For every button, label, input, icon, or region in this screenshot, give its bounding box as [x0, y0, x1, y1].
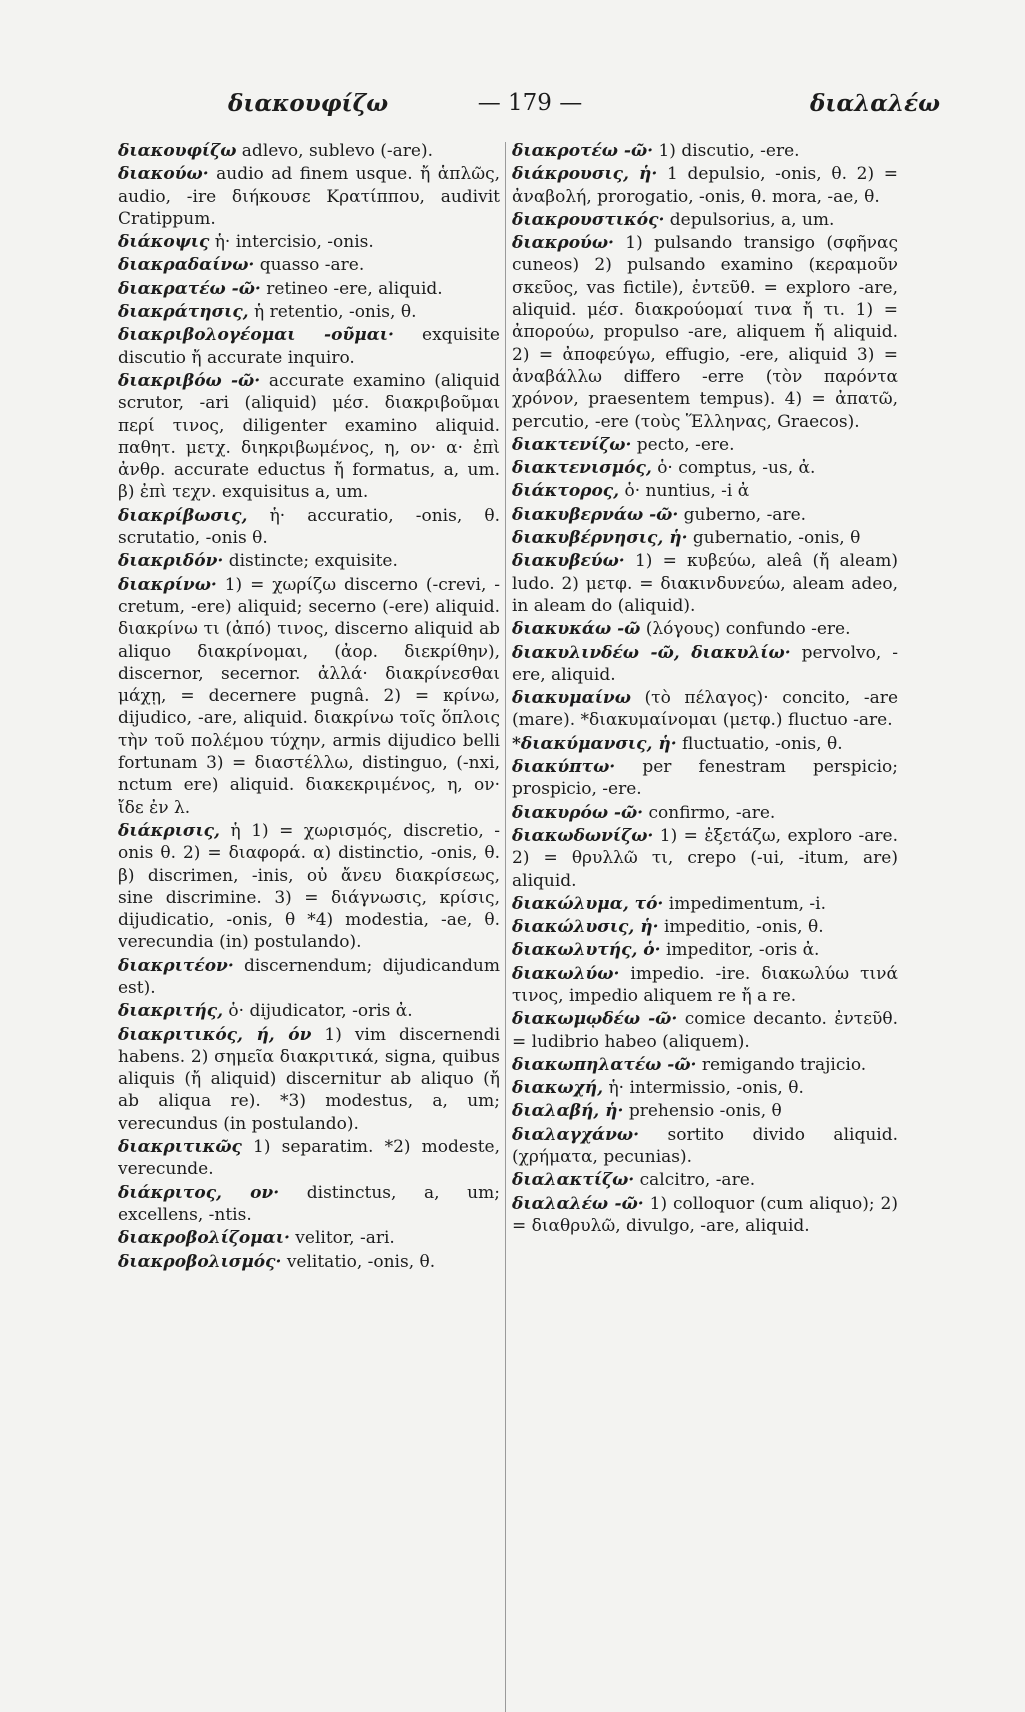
entry-definition: ἡ retentio, -onis, θ.	[254, 302, 417, 323]
entry-headword: διακύπτω·	[512, 757, 616, 778]
entry-headword: διακτενισμός,	[512, 458, 652, 479]
entry-headword: διακριτικῶς	[118, 1137, 242, 1158]
entry-headword: διακροβολίζομαι·	[118, 1228, 290, 1249]
entry-headword: διακώλυσις, ἡ·	[512, 917, 659, 938]
dictionary-entry	[512, 1193, 898, 1238]
entry-definition: 1) vim discernendi habens. 2) σημεῖα διακριτικά, signa, quibus aliquis (ἤ aliquid) discernitur ab aliquo (ἤ ab aliqua re). *3) modestus, a, um; verecundus (in postulando).	[118, 1024, 500, 1134]
dictionary-entry	[512, 1008, 898, 1053]
entry-headword: διακρουστικός·	[512, 209, 665, 230]
entry-definition: calcitro, -are.	[639, 1170, 756, 1191]
entry-headword: διακωχή,	[512, 1078, 604, 1099]
entry-headword: διάκριτος, ον·	[118, 1182, 280, 1203]
entry-headword: *διακύμανσις, ἡ·	[512, 733, 677, 754]
dictionary-entry	[512, 480, 898, 502]
entry-definition: ὁ· nuntius, -i ἀ	[624, 481, 750, 502]
dictionary-entry	[512, 550, 898, 617]
entry-definition: per fenestram perspicio; prospicio, -ere.	[512, 757, 898, 800]
entry-definition: pecto, -ere.	[636, 434, 735, 455]
entry-definition: distinctus, a, um; excellens, -ntis.	[118, 1182, 500, 1225]
entry-headword: διακραδαίνω·	[118, 255, 255, 276]
entry-headword: διακροβολισμός·	[118, 1251, 282, 1272]
entry-definition: prehensio -onis, θ	[628, 1101, 782, 1122]
dictionary-entry	[512, 642, 898, 687]
dictionary-entry	[512, 1169, 898, 1191]
entry-definition: depulsorius, a, um.	[669, 209, 835, 230]
page-number: — 179 —	[477, 90, 583, 116]
dictionary-entry	[512, 1077, 898, 1099]
dictionary-entry	[512, 916, 898, 938]
entry-definition: discernendum; dijudicandum est).	[118, 955, 500, 998]
dictionary-entry	[512, 232, 898, 433]
entry-headword: διακριτής,	[118, 1001, 223, 1022]
dictionary-entry	[512, 802, 898, 824]
header-last-headword: διαλαλέω	[809, 90, 940, 117]
entry-definition: ἡ 1) = χωρισμός, discretio, -onis θ. 2) = διαφορά. α) distinctio, -onis, θ. β) discrimen, -inis, οὐ ἄνευ διακρίσεως, sine discrimine. 3) = διάγνωσις, κρίσις, dijudicatio, -onis, θ *4) modestia, -ae, θ. verecundia (in) postulando).	[118, 820, 500, 953]
header-first-headword: διακουφίζω	[228, 90, 389, 117]
entry-headword: διακρίνω·	[118, 574, 217, 595]
dictionary-entry	[118, 1024, 500, 1135]
dictionary-entry	[512, 527, 898, 549]
entry-definition: 1) = χωρίζω discerno (-crevi, -cretum, -ere) aliquid; secerno (-ere) aliquid. διακρίνω τι (ἀπό) τινος, discerno aliquid ab aliquo διακρίνομαι, (ἀορ. διεκρίθην), discernor, secernor. ἀλλά· διακρίνεσθαι μάχῃ, = decernere pugnâ. 2) = κρίνω, dijudico, -are, aliquid. διακρίνω τοῖς ὅπλοις τὴν τοῦ πολέμου τύχην, armis dijudico belli fortunam 3) = διαστέλλω, distinguo, (-nxi, nctum ere) aliquid. διακεκριμένος, η, ον· ἴδε ἐν λ.	[118, 574, 500, 818]
entry-headword: διακρίβωσις,	[118, 505, 248, 526]
dictionary-entry	[512, 825, 898, 892]
entry-headword: διάκρισις,	[118, 820, 220, 841]
dictionary-entry	[118, 140, 500, 162]
dictionary-entry	[512, 963, 898, 1008]
entry-definition: exquisite discutio ἤ accurate inquiro.	[118, 325, 500, 368]
entry-headword: διάκοψις	[118, 232, 210, 253]
right-column	[512, 140, 898, 1480]
left-column	[118, 140, 500, 1480]
entry-definition: velitor, -ari.	[295, 1228, 395, 1249]
dictionary-entry	[118, 1000, 500, 1022]
entry-headword: διακυλινδέω -ῶ, διακυλίω·	[512, 642, 791, 663]
entry-headword: διακωλυτής, ὁ·	[512, 940, 661, 961]
entry-headword: διακυκάω -ῶ	[512, 619, 641, 640]
dictionary-entry	[512, 756, 898, 801]
dictionary-entry	[118, 955, 500, 1000]
entry-definition: 1) = ἐξετάζω, exploro -are. 2) = θρυλλῶ τι, crepo (-ui, -itum, are) aliquid.	[512, 825, 898, 891]
dictionary-entry	[512, 457, 898, 479]
entry-headword: διακυβεύω·	[512, 551, 625, 572]
entry-definition: ὁ· dijudicator, -oris ἀ.	[228, 1001, 413, 1022]
entry-definition: impeditor, -oris ἀ.	[665, 940, 820, 961]
dictionary-entry	[118, 1136, 500, 1181]
page-header	[120, 90, 940, 124]
dictionary-entry	[118, 231, 500, 253]
entry-headword: διάκρουσις, ἡ·	[512, 164, 658, 185]
entry-definition: adlevo, sublevo (-are).	[241, 141, 433, 161]
dictionary-entry	[118, 550, 500, 572]
entry-definition: remigando trajicio.	[701, 1054, 867, 1075]
column-divider	[505, 142, 506, 1712]
entry-headword: διακριδόν·	[118, 551, 224, 572]
dictionary-entry	[512, 618, 898, 640]
dictionary-entry	[118, 505, 500, 550]
dictionary-entry	[118, 820, 500, 954]
dictionary-entry	[118, 324, 500, 369]
entry-headword: διαλαγχάνω·	[512, 1124, 640, 1145]
entry-definition: impeditio, -onis, θ.	[663, 917, 824, 938]
entry-definition: quasso -are.	[259, 255, 365, 276]
entry-headword: διακυμαίνω	[512, 688, 631, 709]
dictionary-entry	[118, 301, 500, 323]
entry-headword: διακριτέον·	[118, 955, 234, 976]
dictionary-entry	[118, 1182, 500, 1227]
entry-headword: διακωδωνίζω·	[512, 825, 654, 846]
entry-definition: 1) = κυβεύω, aleâ (ἤ aleam) ludo. 2) μετφ. = διακινδυνεύω, aleam adeo, in aleam do (aliquid).	[512, 551, 898, 616]
dictionary-entry	[118, 574, 500, 819]
dictionary-entry	[118, 254, 500, 276]
entry-headword: διακροτέω -ῶ·	[512, 141, 654, 161]
entry-headword: διακριβολογέομαι -οῦμαι·	[118, 325, 394, 346]
entry-headword: διακωλύω·	[512, 963, 620, 984]
dictionary-entry	[512, 434, 898, 456]
entry-definition: accurate examino (aliquid scrutor, -ari (aliquid) μέσ. διακριβοῦμαι περί τινος, diligenter examino aliquid. παθητ. μετχ. διηκριβωμένος, η, ον· α· ἐπὶ ἀνθρ. accurate eductus ἤ formatus, a, um. β) ἐπὶ τεχν. exquisitus a, um.	[118, 370, 500, 503]
entry-headword: διακώλυμα, τό·	[512, 893, 664, 914]
dictionary-entry	[512, 687, 898, 732]
entry-headword: διακουφίζω	[118, 141, 237, 161]
entry-headword: διακριβόω -ῶ·	[118, 370, 261, 391]
entry-headword: διακυρόω -ῶ·	[512, 802, 644, 823]
dictionary-entry	[118, 1251, 500, 1273]
entry-headword: διάκτορος,	[512, 481, 620, 502]
dictionary-entry	[512, 163, 898, 208]
entry-headword: διακτενίζω·	[512, 434, 632, 455]
entry-definition: retineo -ere, aliquid.	[266, 278, 443, 299]
entry-definition: impedio. -ire. διακωλύω τινά τινος, impedio aliquem re ἤ a re.	[512, 963, 898, 1006]
entry-definition: guberno, -are.	[683, 504, 807, 525]
entry-definition: ἡ· intermissio, -onis, θ.	[608, 1078, 804, 1099]
entry-headword: διακωμῳδέω -ῶ·	[512, 1009, 678, 1030]
entry-definition: gubernatio, -onis, θ	[692, 528, 861, 549]
dictionary-entry	[512, 140, 898, 162]
entry-definition: comice decanto. ἐντεῦθ. = ludibrio habeo (aliquem).	[512, 1009, 898, 1052]
entry-definition: ἡ· intercisio, -onis.	[214, 232, 374, 253]
entry-definition: ὁ· comptus, -us, ἀ.	[657, 458, 816, 479]
entry-headword: διακωπηλατέω -ῶ·	[512, 1054, 697, 1075]
dictionary-entry	[512, 893, 898, 915]
entry-definition: 1) colloquor (cum aliquo); 2) = διαθρυλῶ, divulgo, -are, aliquid.	[512, 1193, 898, 1236]
dictionary-entry	[512, 939, 898, 961]
entry-definition: 1) discutio, -ere.	[658, 141, 800, 161]
dictionary-entry	[512, 1124, 898, 1169]
entry-headword: διακρούω·	[512, 233, 614, 254]
entry-definition: pervolvo, -ere, aliquid.	[512, 642, 898, 685]
dictionary-entry	[118, 278, 500, 300]
entry-headword: διακριτικός, ή, όν	[118, 1024, 312, 1045]
entry-definition: audio ad finem usque. ἤ ἁπλῶς, audio, -ire διήκουσε Κρατίππου, audivit Cratippum.	[118, 164, 500, 229]
dictionary-entry	[118, 163, 500, 230]
dictionary-entry	[512, 733, 898, 755]
entry-headword: διακυβερνάω -ῶ·	[512, 504, 679, 525]
entry-headword: διαλακτίζω·	[512, 1170, 635, 1191]
entry-definition: fluctuatio, -onis, θ.	[682, 733, 843, 754]
entry-headword: διακυβέρνησις, ἡ·	[512, 528, 688, 549]
entry-headword: διακρατέω -ῶ·	[118, 278, 261, 299]
entry-definition: (λόγους) confundo -ere.	[645, 619, 851, 640]
entry-definition: 1) separatim. *2) modeste, verecunde.	[118, 1137, 500, 1180]
entry-headword: διακράτησις,	[118, 302, 249, 323]
dictionary-entry	[512, 1100, 898, 1122]
entry-definition: confirmo, -are.	[648, 802, 776, 823]
entry-headword: διαλαβή, ἡ·	[512, 1101, 624, 1122]
dictionary-entry	[512, 209, 898, 231]
entry-definition: velitatio, -onis, θ.	[286, 1251, 436, 1272]
dictionary-entry	[512, 1054, 898, 1076]
dictionary-entry	[512, 504, 898, 526]
entry-headword: διακούω·	[118, 164, 209, 185]
entry-definition: 1) pulsando transigo (σφῆνας cuneos) 2) pulsando examino (κεραμοῦν σκεῦος, vas fictile), ἐντεῦθ. = exploro -are, aliquid. μέσ. διακρούομαί τινα ἤ τι. 1) = ἀπορούω, propulso -are, aliquem ἤ aliquid. 2) = ἀποφεύγω, effugio, -ere, aliquid 3) = ἀναβάλλω differo -erre (τὸν παρόντα χρόνον, praesentem tempus). 4) = ἀπατῶ, percutio, -ere (τοὺς Ἕλληνας, Graecos).	[512, 233, 898, 432]
dictionary-entry	[118, 1227, 500, 1249]
entry-definition: ἡ· accuratio, -onis, θ. scrutatio, -onis θ.	[118, 505, 500, 549]
entry-headword: διαλαλέω -ῶ·	[512, 1193, 644, 1214]
entry-definition: 1 depulsio, -onis, θ. 2) = ἀναβολή, prorogatio, -onis, θ. mora, -ae, θ.	[512, 164, 898, 207]
entry-definition: (τὸ πέλαγος)· concito, -are (mare). *διακυμαίνομαι (μετφ.) fluctuo -are.	[512, 688, 898, 731]
entry-definition: impedimentum, -i.	[668, 893, 827, 914]
entry-definition: distincte; exquisite.	[228, 551, 398, 572]
entry-definition: sortito divido aliquid. (χρήματα, pecunias).	[512, 1124, 898, 1168]
dictionary-entry	[118, 370, 500, 504]
